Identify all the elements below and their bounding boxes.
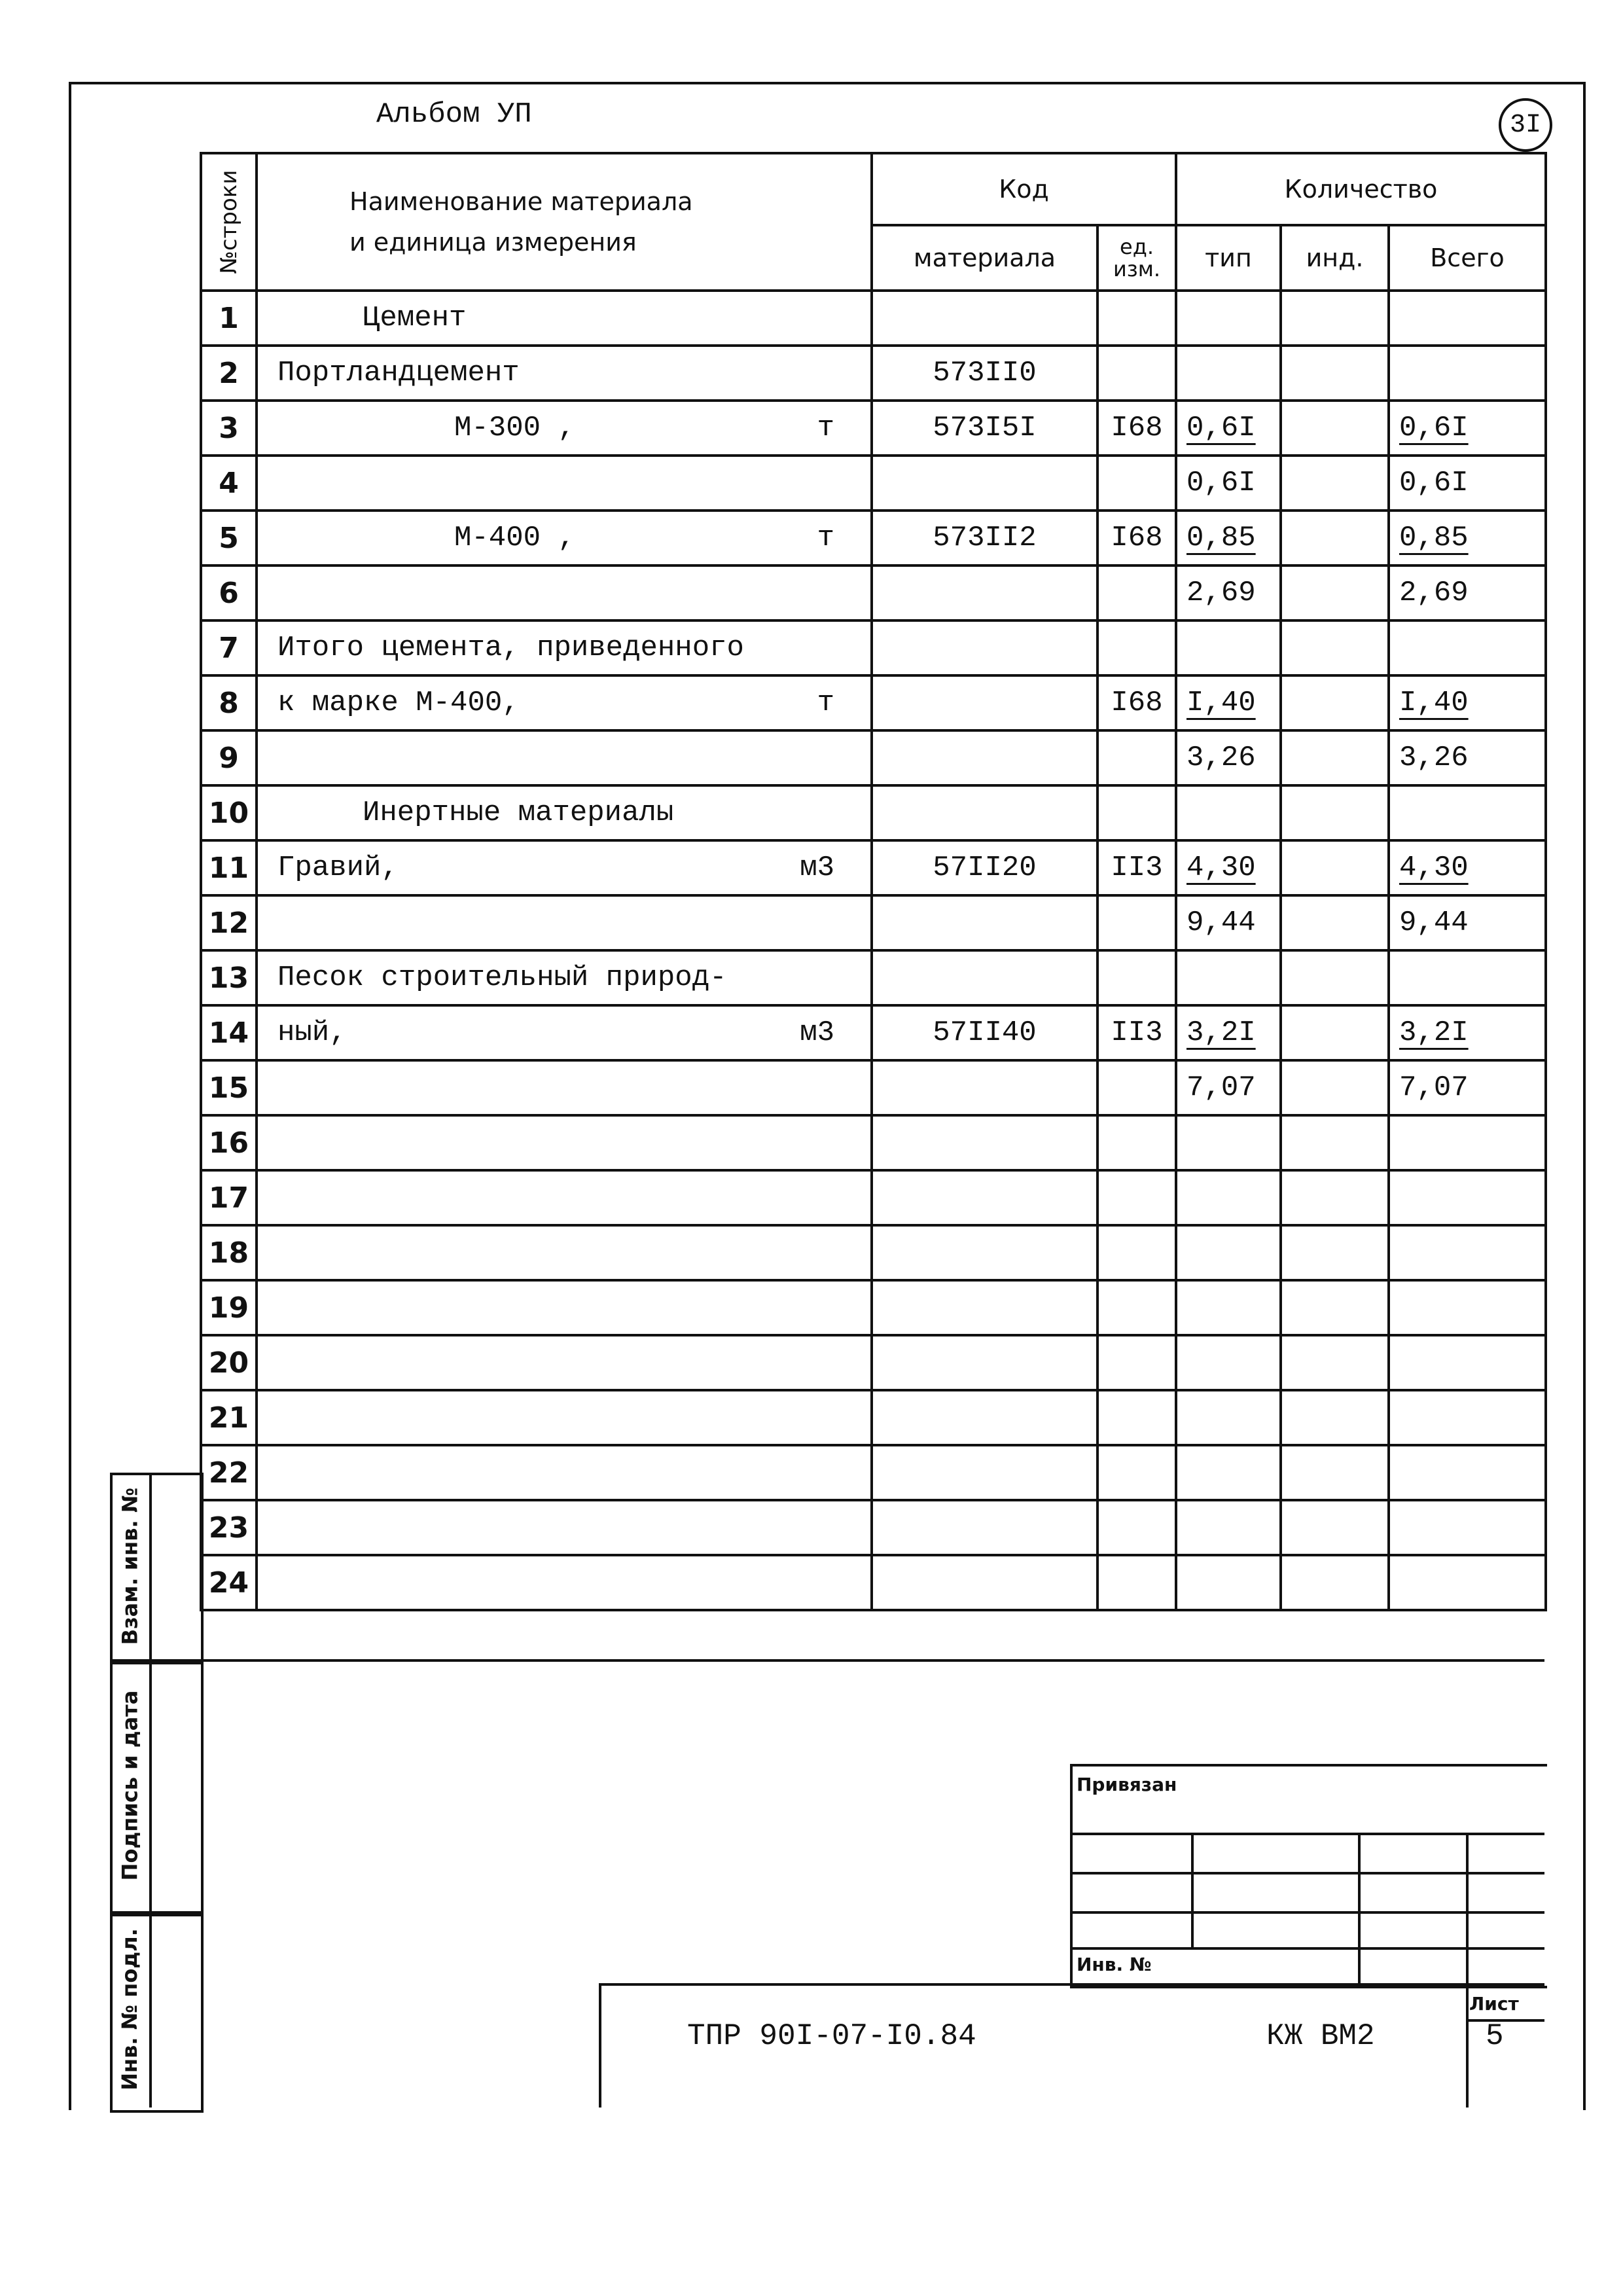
table-row xyxy=(201,785,1546,840)
qty-total xyxy=(1389,291,1546,346)
row-number: 9 xyxy=(201,730,257,785)
material-code xyxy=(872,1390,1097,1445)
table-row xyxy=(201,895,1546,950)
qty-ind xyxy=(1281,401,1389,456)
row-number: 7 xyxy=(201,620,257,675)
row-number: 14 xyxy=(201,1005,257,1060)
row-number: 17 xyxy=(201,1170,257,1225)
qty-type xyxy=(1176,785,1281,840)
qty-ind xyxy=(1281,950,1389,1005)
qty-type xyxy=(1176,1225,1281,1280)
material-code xyxy=(872,1170,1097,1225)
header-code: Код xyxy=(872,153,1176,225)
row-number: 21 xyxy=(201,1390,257,1445)
qty-ind xyxy=(1281,730,1389,785)
material-code xyxy=(872,1225,1097,1280)
qty-ind xyxy=(1281,1115,1389,1170)
unit-code xyxy=(1097,895,1176,950)
unit-code xyxy=(1097,1335,1176,1390)
unit-label: м3 xyxy=(800,1016,834,1049)
table-row xyxy=(201,620,1546,675)
material-code xyxy=(872,785,1097,840)
qty-total xyxy=(1389,1115,1546,1170)
qty-type xyxy=(1176,950,1281,1005)
header-quantity: Количество xyxy=(1176,153,1546,225)
unit-code xyxy=(1097,1390,1176,1445)
row-number: 19 xyxy=(201,1280,257,1335)
material-name: Цемент xyxy=(257,291,872,346)
material-name xyxy=(257,1115,872,1170)
qty-ind xyxy=(1281,895,1389,950)
qty-type xyxy=(1176,1280,1281,1335)
bottom-divider xyxy=(200,1659,1544,1662)
unit-code xyxy=(1097,456,1176,511)
material-name xyxy=(257,895,872,950)
qty-total: 0,6I xyxy=(1389,401,1546,456)
unit-code: I68 xyxy=(1097,511,1176,565)
material-code: 57II20 xyxy=(872,840,1097,895)
qty-ind xyxy=(1281,840,1389,895)
list-divider xyxy=(1466,2019,1544,2022)
qty-ind xyxy=(1281,1445,1389,1500)
unit-label: м3 xyxy=(800,852,834,884)
material-code xyxy=(872,1500,1097,1555)
table-row xyxy=(201,291,1546,346)
table-row xyxy=(201,950,1546,1005)
material-code xyxy=(872,1445,1097,1500)
material-name: ный, м3 xyxy=(257,1005,872,1060)
stamp-line-2 xyxy=(1070,1872,1544,1874)
material-name: Песок строительный природ- xyxy=(257,950,872,1005)
unit-code xyxy=(1097,1555,1176,1610)
material-code xyxy=(872,1335,1097,1390)
material-name: Портландцемент xyxy=(257,346,872,401)
unit-code: I68 xyxy=(1097,401,1176,456)
table-row xyxy=(201,565,1546,620)
unit-code: II3 xyxy=(1097,1005,1176,1060)
qty-ind xyxy=(1281,1335,1389,1390)
qty-ind xyxy=(1281,1225,1389,1280)
material-name: к марке М-400, т xyxy=(257,675,872,730)
qty-total: 0,85 xyxy=(1389,511,1546,565)
qty-total xyxy=(1389,1555,1546,1610)
header-total: Всего xyxy=(1389,225,1546,291)
header-material: материала xyxy=(872,225,1097,291)
material-code xyxy=(872,895,1097,950)
qty-total xyxy=(1389,1335,1546,1390)
material-code: 573II2 xyxy=(872,511,1097,565)
header-type: тип xyxy=(1176,225,1281,291)
table-row xyxy=(201,1005,1546,1060)
material-code xyxy=(872,1555,1097,1610)
qty-type xyxy=(1176,1500,1281,1555)
row-number: 11 xyxy=(201,840,257,895)
row-number: 20 xyxy=(201,1335,257,1390)
qty-ind xyxy=(1281,456,1389,511)
side-divider xyxy=(149,1473,152,2108)
row-number: 23 xyxy=(201,1500,257,1555)
qty-ind xyxy=(1281,1555,1389,1610)
header-ind: инд. xyxy=(1281,225,1389,291)
qty-type xyxy=(1176,1335,1281,1390)
unit-code xyxy=(1097,565,1176,620)
qty-ind xyxy=(1281,1500,1389,1555)
qty-type xyxy=(1176,1555,1281,1610)
qty-type: I,40 xyxy=(1176,675,1281,730)
qty-total xyxy=(1389,1445,1546,1500)
document-code: ТПР 90I-07-I0.84 xyxy=(687,2019,976,2053)
header-row-number: №строки xyxy=(201,153,257,291)
material-name xyxy=(257,565,872,620)
qty-type xyxy=(1176,1115,1281,1170)
qty-total: 0,6I xyxy=(1389,456,1546,511)
row-number: 24 xyxy=(201,1555,257,1610)
row-number: 1 xyxy=(201,291,257,346)
qty-total xyxy=(1389,785,1546,840)
album-title: Альбом УП xyxy=(376,98,532,131)
unit-code xyxy=(1097,291,1176,346)
qty-type: 0,6I xyxy=(1176,401,1281,456)
qty-type xyxy=(1176,346,1281,401)
table-row xyxy=(201,840,1546,895)
stamp-vline-2 xyxy=(1358,1833,1361,1983)
unit-code xyxy=(1097,785,1176,840)
stamp-vline-3 xyxy=(1466,1833,1469,2108)
table-row xyxy=(201,1225,1546,1280)
table-row xyxy=(201,346,1546,401)
material-code xyxy=(872,1115,1097,1170)
qty-ind xyxy=(1281,1005,1389,1060)
material-code: 573II0 xyxy=(872,346,1097,401)
unit-code xyxy=(1097,1500,1176,1555)
material-code: 573I5I xyxy=(872,401,1097,456)
material-name xyxy=(257,1390,872,1445)
material-code xyxy=(872,675,1097,730)
row-number: 5 xyxy=(201,511,257,565)
qty-type: 0,6I xyxy=(1176,456,1281,511)
material-name: М-300 , т xyxy=(257,401,872,456)
material-name xyxy=(257,1335,872,1390)
material-name xyxy=(257,1445,872,1500)
qty-total: 7,07 xyxy=(1389,1060,1546,1115)
qty-total xyxy=(1389,620,1546,675)
table-row xyxy=(201,1280,1546,1335)
qty-total: 3,26 xyxy=(1389,730,1546,785)
material-name xyxy=(257,1500,872,1555)
material-code xyxy=(872,620,1097,675)
qty-type: 7,07 xyxy=(1176,1060,1281,1115)
qty-total xyxy=(1389,1500,1546,1555)
unit-code xyxy=(1097,346,1176,401)
qty-ind xyxy=(1281,565,1389,620)
unit-code: I68 xyxy=(1097,675,1176,730)
unit-code xyxy=(1097,1115,1176,1170)
header-name: Наименование материала и единица измерения xyxy=(257,153,872,291)
qty-type xyxy=(1176,291,1281,346)
qty-type: 9,44 xyxy=(1176,895,1281,950)
stamp-line-3 xyxy=(1070,1911,1544,1914)
list-label: Лист xyxy=(1469,1993,1519,2015)
inv-no-label: Инв. № xyxy=(1077,1954,1152,1975)
unit-code xyxy=(1097,1225,1176,1280)
table-row xyxy=(201,511,1546,565)
unit-code xyxy=(1097,620,1176,675)
qty-total xyxy=(1389,346,1546,401)
qty-ind xyxy=(1281,1390,1389,1445)
qty-total xyxy=(1389,950,1546,1005)
row-number: 13 xyxy=(201,950,257,1005)
qty-total xyxy=(1389,1390,1546,1445)
qty-total: 9,44 xyxy=(1389,895,1546,950)
qty-total: 3,2I xyxy=(1389,1005,1546,1060)
material-code xyxy=(872,730,1097,785)
unit-label: т xyxy=(817,522,834,554)
material-code: 57II40 xyxy=(872,1005,1097,1060)
table-row xyxy=(201,1170,1546,1225)
side-label-podpis: Подпись и дата xyxy=(117,1690,142,1880)
material-name: М-400 , т xyxy=(257,511,872,565)
material-name: Инертные материалы xyxy=(257,785,872,840)
qty-ind xyxy=(1281,291,1389,346)
row-number: 18 xyxy=(201,1225,257,1280)
qty-ind xyxy=(1281,1060,1389,1115)
sheet-number: 5 xyxy=(1486,2019,1504,2053)
material-name xyxy=(257,1060,872,1115)
qty-total: I,40 xyxy=(1389,675,1546,730)
unit-code xyxy=(1097,1170,1176,1225)
qty-ind xyxy=(1281,511,1389,565)
header-unit: ед. изм. xyxy=(1097,225,1176,291)
material-name xyxy=(257,1225,872,1280)
material-name xyxy=(257,730,872,785)
unit-label: т xyxy=(817,412,834,444)
stamp-vline-1 xyxy=(1191,1833,1194,1947)
table-row xyxy=(201,1390,1546,1445)
sheet-number-circle: 3I xyxy=(1499,98,1552,152)
unit-code: II3 xyxy=(1097,840,1176,895)
material-name: Итого цемента, приведенного xyxy=(257,620,872,675)
unit-code xyxy=(1097,730,1176,785)
qty-type xyxy=(1176,1390,1281,1445)
unit-code xyxy=(1097,1060,1176,1115)
qty-total: 2,69 xyxy=(1389,565,1546,620)
row-number: 12 xyxy=(201,895,257,950)
material-name xyxy=(257,456,872,511)
materials-table xyxy=(200,152,1547,1611)
unit-code xyxy=(1097,950,1176,1005)
qty-total xyxy=(1389,1280,1546,1335)
row-number: 6 xyxy=(201,565,257,620)
table-row xyxy=(201,1060,1546,1115)
unit-code xyxy=(1097,1280,1176,1335)
qty-ind xyxy=(1281,785,1389,840)
side-label-inv: Инв. № подл. xyxy=(117,1928,143,2090)
stamp-line-1 xyxy=(1070,1833,1544,1835)
row-number: 8 xyxy=(201,675,257,730)
material-name: Гравий, м3 xyxy=(257,840,872,895)
qty-type xyxy=(1176,1445,1281,1500)
material-code xyxy=(872,565,1097,620)
material-code xyxy=(872,1280,1097,1335)
qty-type xyxy=(1176,1170,1281,1225)
title-block-left xyxy=(599,1983,601,2108)
qty-type xyxy=(1176,620,1281,675)
row-number: 22 xyxy=(201,1445,257,1500)
unit-label: т xyxy=(817,687,834,719)
qty-total: 4,30 xyxy=(1389,840,1546,895)
row-number: 10 xyxy=(201,785,257,840)
table-row xyxy=(201,1555,1546,1610)
table-row xyxy=(201,456,1546,511)
unit-code xyxy=(1097,1445,1176,1500)
qty-ind xyxy=(1281,346,1389,401)
qty-type: 2,69 xyxy=(1176,565,1281,620)
qty-type: 3,26 xyxy=(1176,730,1281,785)
row-number: 15 xyxy=(201,1060,257,1115)
stamp-line-4 xyxy=(1070,1947,1544,1950)
material-name xyxy=(257,1170,872,1225)
material-code xyxy=(872,1060,1097,1115)
qty-total xyxy=(1389,1225,1546,1280)
material-code xyxy=(872,291,1097,346)
material-name xyxy=(257,1555,872,1610)
qty-type: 0,85 xyxy=(1176,511,1281,565)
row-number: 16 xyxy=(201,1115,257,1170)
qty-ind xyxy=(1281,620,1389,675)
table-row xyxy=(201,1500,1546,1555)
row-number: 2 xyxy=(201,346,257,401)
qty-total xyxy=(1389,1170,1546,1225)
table-row xyxy=(201,675,1546,730)
qty-type: 4,30 xyxy=(1176,840,1281,895)
qty-ind xyxy=(1281,1170,1389,1225)
qty-ind xyxy=(1281,675,1389,730)
qty-type: 3,2I xyxy=(1176,1005,1281,1060)
row-number: 4 xyxy=(201,456,257,511)
qty-ind xyxy=(1281,1280,1389,1335)
table-row xyxy=(201,1445,1546,1500)
document-mark: КЖ ВМ2 xyxy=(1266,2019,1375,2053)
title-block-top xyxy=(599,1983,1544,1986)
table-row xyxy=(201,730,1546,785)
material-name xyxy=(257,1280,872,1335)
material-code xyxy=(872,950,1097,1005)
material-code xyxy=(872,456,1097,511)
table-row xyxy=(201,1115,1546,1170)
privyazan-label: Привязан xyxy=(1077,1774,1177,1795)
row-number: 3 xyxy=(201,401,257,456)
table-row xyxy=(201,401,1546,456)
table-row xyxy=(201,1335,1546,1390)
side-label-vzam: Взам. инв. № xyxy=(117,1487,143,1645)
